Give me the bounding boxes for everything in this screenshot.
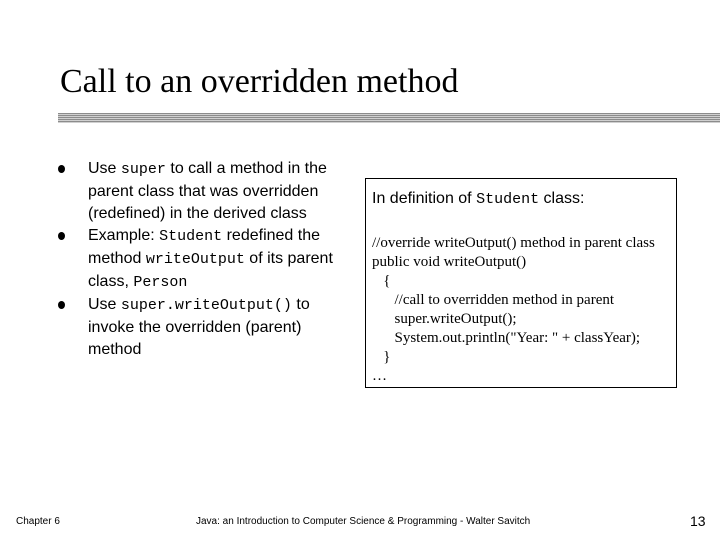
bullet-text: Use <box>88 160 121 177</box>
bullet-item <box>58 294 358 361</box>
bullet-list <box>58 158 358 361</box>
bullet-item <box>58 158 358 225</box>
code-line: public void writeOutput() <box>372 254 527 270</box>
inline-code: super.writeOutput() <box>120 297 292 314</box>
code-line: super.writeOutput(); <box>372 311 517 327</box>
code-line: //call to overridden method in parent <box>372 292 615 308</box>
caption-text: In definition of <box>372 190 477 207</box>
bullet-text: to call a method in the parent class that was overridden (redefined) in the derived class <box>88 160 327 222</box>
inline-code: writeOutput <box>145 251 245 268</box>
code-line: System.out.println("Year: " + classYear); <box>372 330 641 346</box>
bullet-text: of its parent class, <box>88 250 333 290</box>
footer-chapter: Chapter 6 <box>16 516 60 527</box>
bullet-item <box>58 225 358 294</box>
code-line: { <box>372 273 391 289</box>
bullet-text: Example: <box>88 227 160 244</box>
bullet-text: to invoke the overridden (parent) method <box>88 296 310 358</box>
inline-code: Student <box>476 191 540 208</box>
bullet-dot-icon <box>58 165 65 173</box>
page-number: 13 <box>690 513 706 529</box>
bullet-text: Use <box>88 296 121 313</box>
inline-code: super <box>120 161 166 178</box>
code-listing <box>372 234 678 386</box>
bullet-dot-icon <box>58 301 65 309</box>
inline-code: Student <box>159 228 223 245</box>
inline-code: Person <box>133 274 188 291</box>
code-line: //override writeOutput() method in parent class <box>372 235 655 251</box>
title-rule <box>58 113 720 123</box>
code-box-caption <box>372 188 584 211</box>
slide-title: Call to an overridden method <box>60 63 459 100</box>
bullet-dot-icon <box>58 232 65 240</box>
code-line: … <box>372 368 387 384</box>
bullet-text: redefined the method <box>88 227 321 267</box>
footer-book-title: Java: an Introduction to Computer Science & Programming - Walter Savitch <box>196 516 531 527</box>
code-line: } <box>372 349 391 365</box>
caption-text: class: <box>539 190 585 207</box>
